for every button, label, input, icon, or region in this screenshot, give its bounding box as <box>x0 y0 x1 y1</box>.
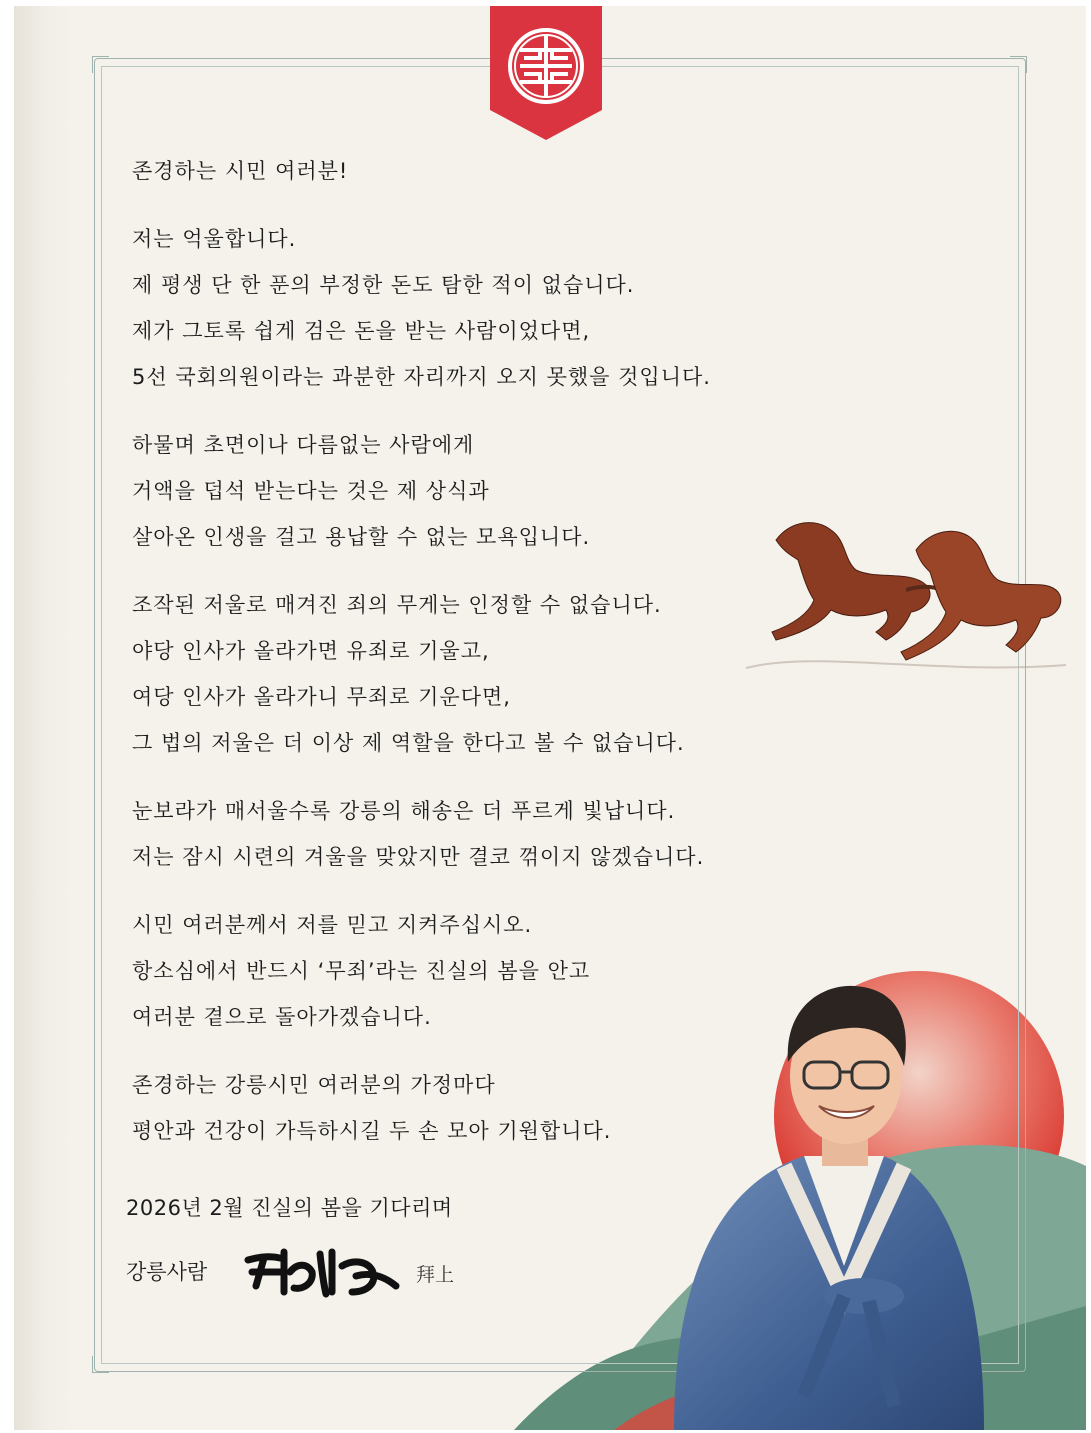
portrait-photo <box>654 966 984 1430</box>
letter-line: 제 평생 단 한 푼의 부정한 돈도 탐한 적이 없습니다. <box>132 273 635 297</box>
paragraph-2 <box>132 422 832 560</box>
letter-line: 살아온 인생을 걸고 용납할 수 없는 모욕입니다. <box>132 525 591 549</box>
longevity-symbol-icon <box>510 30 582 102</box>
signer-place: 강릉사람 <box>126 1260 208 1284</box>
letter-line: 하물며 초면이나 다름없는 사람에게 <box>132 433 475 457</box>
ribbon-emblem <box>490 6 602 140</box>
letter-page <box>14 6 1086 1430</box>
corner-ornament-top-left <box>92 56 109 73</box>
letter-line: 항소심에서 반드시 ‘무죄’라는 진실의 봄을 안고 <box>132 959 591 983</box>
letter-line: 제가 그토록 쉽게 검은 돈을 받는 사람이었다면, <box>132 319 591 343</box>
letter-line: 그 법의 저울은 더 이상 제 역할을 한다고 볼 수 없습니다. <box>132 731 685 755</box>
letter-greeting: 존경하는 시민 여러분! <box>132 159 349 183</box>
corner-ornament-top-right <box>1010 56 1027 73</box>
letter-line: 야당 인사가 올라가면 유죄로 기울고, <box>132 639 490 663</box>
letter-line: 저는 억울합니다. <box>132 227 297 251</box>
letter-line: 눈보라가 매서울수록 강릉의 해송은 더 푸르게 빛납니다. <box>132 799 676 823</box>
letter-line: 거액을 덥석 받는다는 것은 제 상식과 <box>132 479 490 503</box>
running-horses-illustration <box>736 500 1076 680</box>
letter-line: 여러분 곁으로 돌아가겠습니다. <box>132 1005 432 1029</box>
closing-date-line: 2026년 2월 진실의 봄을 기다리며 <box>126 1196 453 1220</box>
letter-line: 여당 인사가 올라가니 무죄로 기운다면, <box>132 685 511 709</box>
letter-line: 저는 잠시 시련의 겨울을 맞았지만 결코 꺾이지 않겠습니다. <box>132 845 705 869</box>
letter-line: 5선 국회의원이라는 과분한 자리까지 오지 못했을 것입니다. <box>132 365 711 389</box>
letter-line: 시민 여러분께서 저를 믿고 지켜주십시오. <box>132 913 533 937</box>
paragraph-1 <box>132 216 832 400</box>
letter-line: 존경하는 강릉시민 여러분의 가정마다 <box>132 1073 496 1097</box>
corner-ornament-bottom-left <box>92 1356 109 1373</box>
letter-line: 조작된 저울로 매겨진 죄의 무게는 인정할 수 없습니다. <box>132 593 662 617</box>
handwritten-signature <box>242 1242 402 1302</box>
signer-suffix: 拜上 <box>416 1264 455 1286</box>
paragraph-4 <box>132 788 832 880</box>
paragraph-3 <box>132 582 832 766</box>
letter-line: 평안과 건강이 가득하시길 두 손 모아 기원합니다. <box>132 1119 612 1143</box>
